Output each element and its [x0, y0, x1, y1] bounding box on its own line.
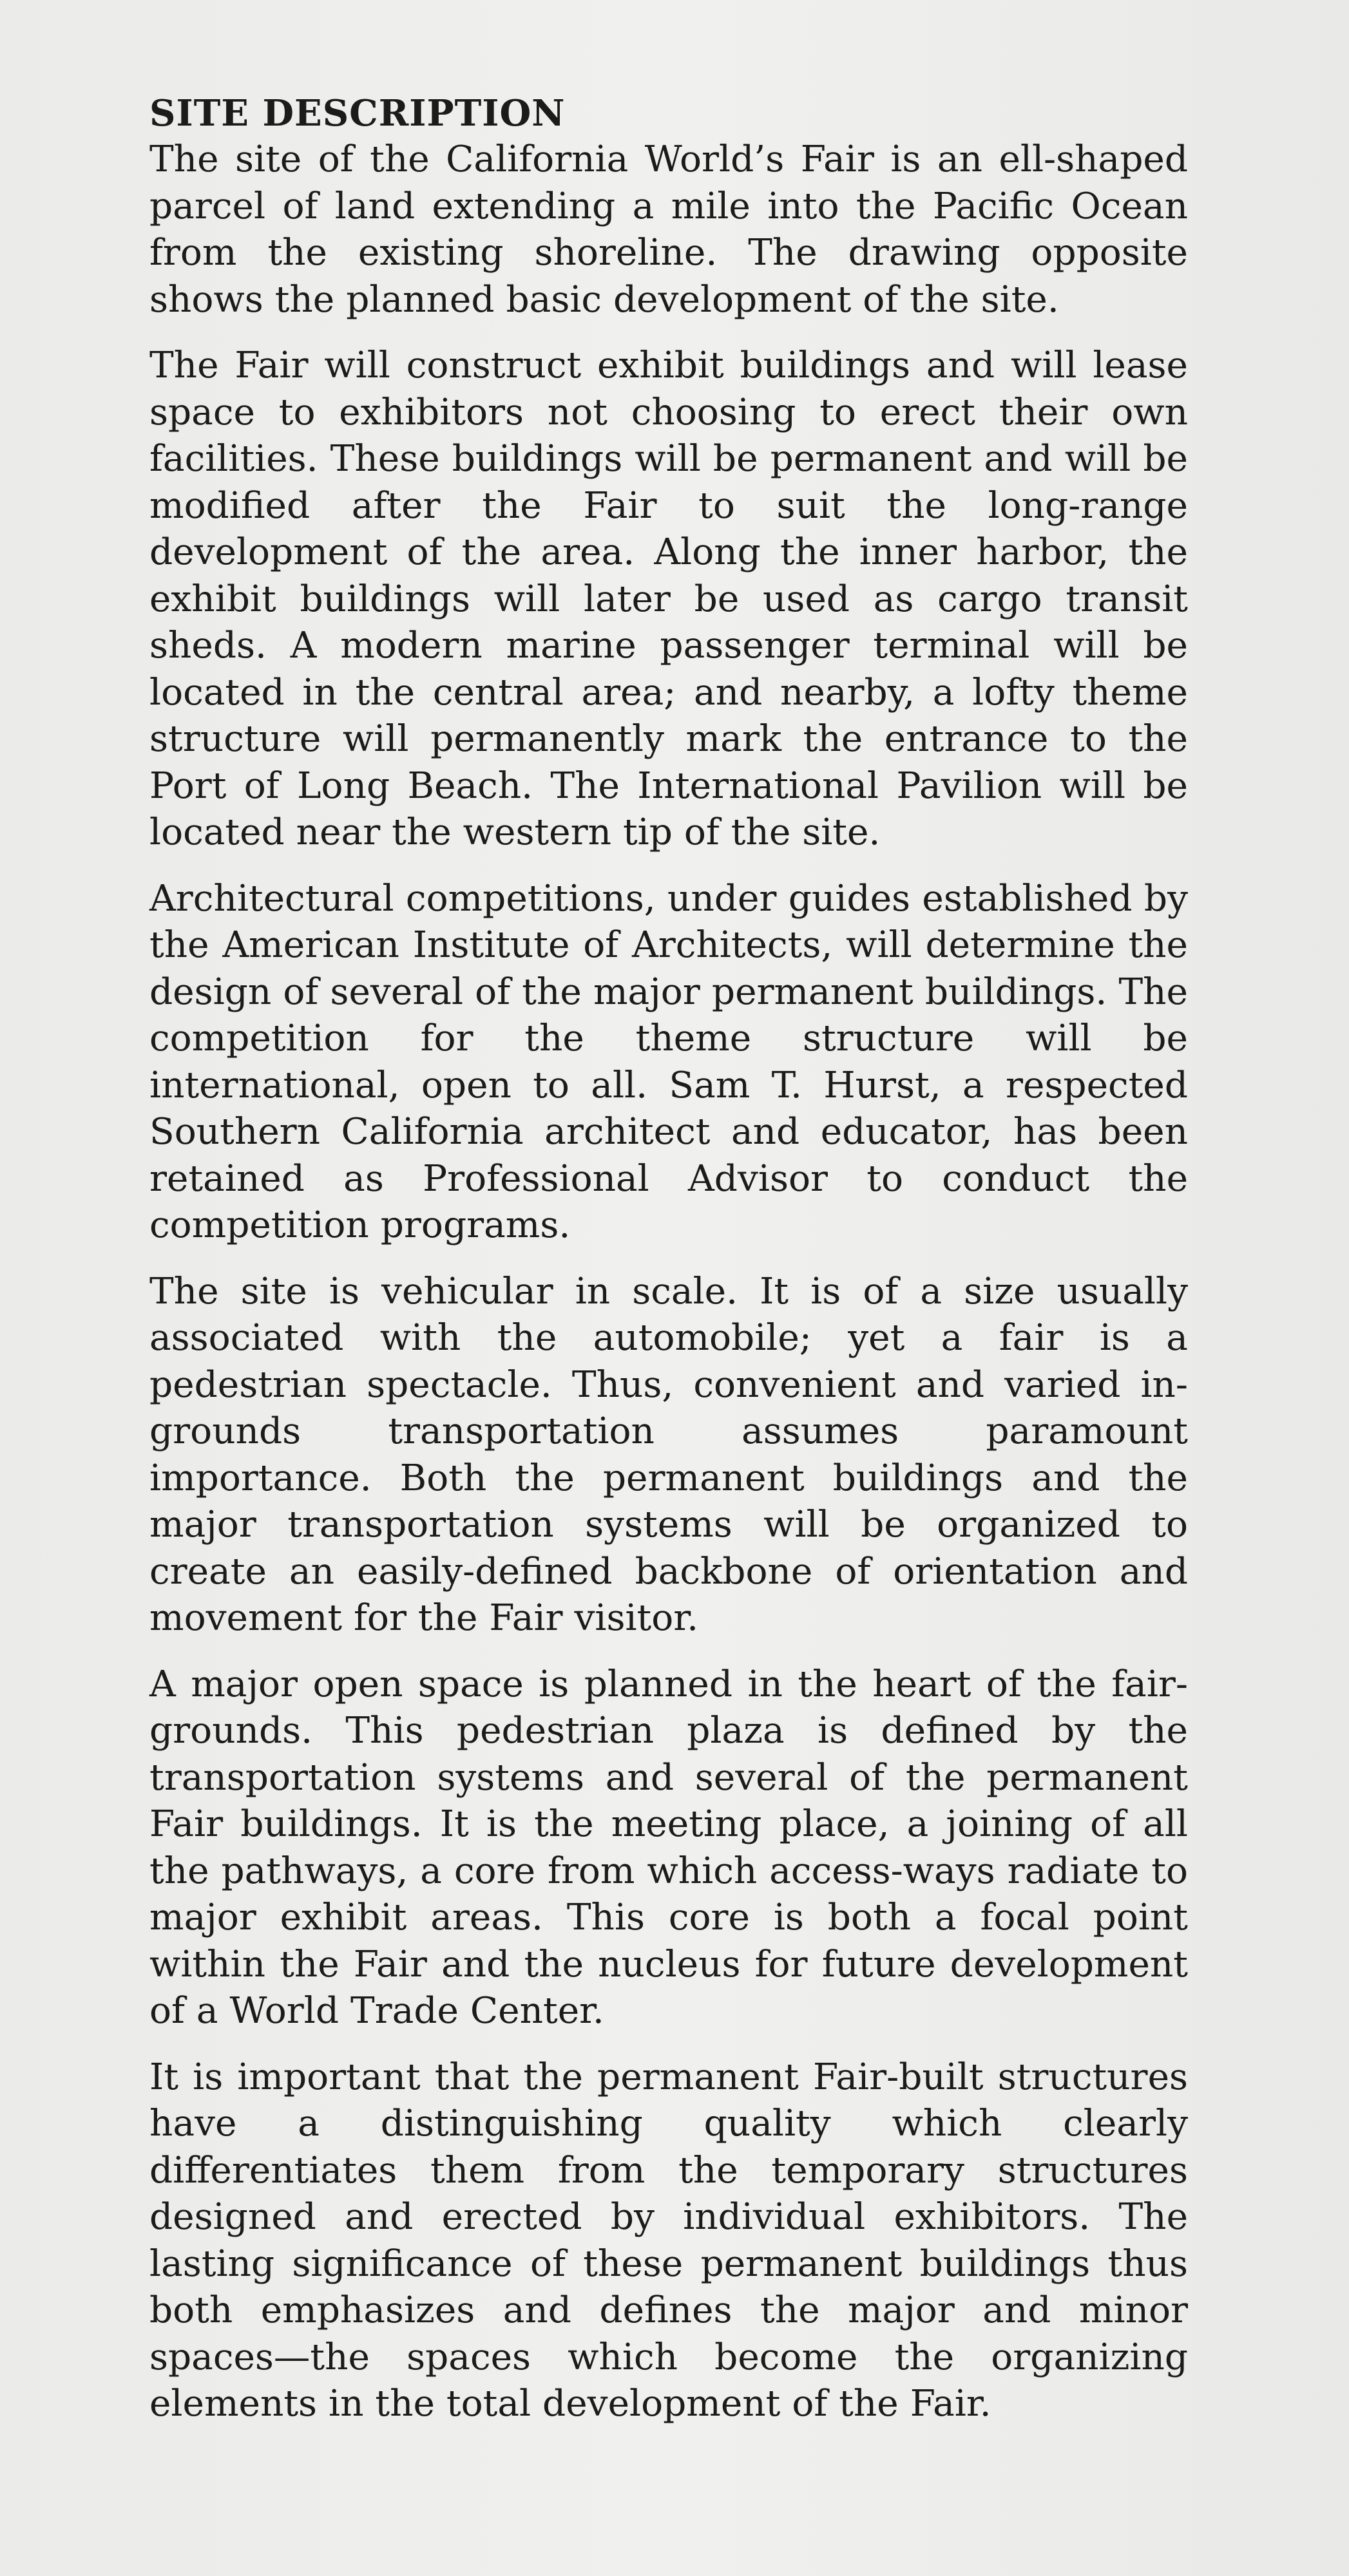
site-description-section [149, 90, 1188, 2428]
paragraph-permanent-structures: It is important that the permanent Fair-built structures have a distinguishing quality which clearly differentiates them from the temporary structures designed and erected by individual exhibitors. The lasting significance of these permanent buildings thus both emphasizes and defines the major and minor spaces—the spaces which become the organizing elements in the total development of the Fair. [149, 2056, 1188, 2425]
section-heading: SITE DESCRIPTION [149, 92, 566, 135]
paragraph-site-overview: The site of the California World’s Fair is an ell-shaped parcel of land extending a mile into the Pacific Ocean from the existing shoreline. The drawing opposite shows the planned basic development of the site. [149, 138, 1188, 321]
paragraph-exhibit-buildings: The Fair will construct exhibit buildings and will lease space to exhibitors not choosing to erect their own facilities. These buildings will be permanent and will be modified after the Fair to suit the long-range development of the area. Along the inner harbor, the exhibit buildings will later be used as cargo transit sheds. A modern marine passenger terminal will be located in the central area; and nearby, a lofty theme structure will permanently mark the entrance to the Port of Long Beach. The International Pavilion will be located near the western tip of the site. [149, 345, 1188, 853]
paragraph-architectural-competitions: Architectural competitions, under guides established by the American Institute of Architects, will determine the design of several of the major permanent buildings. The competition for the theme structure will be international, open to all. Sam T. Hurst, a respected Southern California architect and educator, has been retained as Professional Advisor to conduct the competition programs. [149, 877, 1188, 1246]
paragraph-open-space-plaza: A major open space is planned in the heart of the fair-grounds. This pedestrian plaza is defined by the transportation systems and several of the permanent Fair buildings. It is the meeting place, a joining of all the pathways, a core from which access-ways radiate to major exhibit areas. This core is both a focal point within the Fair and the nucleus for future development of a World Trade Center. [149, 1663, 1188, 2032]
paragraph-site-scale-transportation: The site is vehicular in scale. It is of a size usually associated with the automobile; yet a fair is a pedestrian spectacle. Thus, convenient and varied in-grounds transportation assumes paramount importance. Both the permanent buildings and the major transportation systems will be organized to create an easily-defined backbone of orientation and movement for the Fair visitor. [149, 1270, 1188, 1639]
